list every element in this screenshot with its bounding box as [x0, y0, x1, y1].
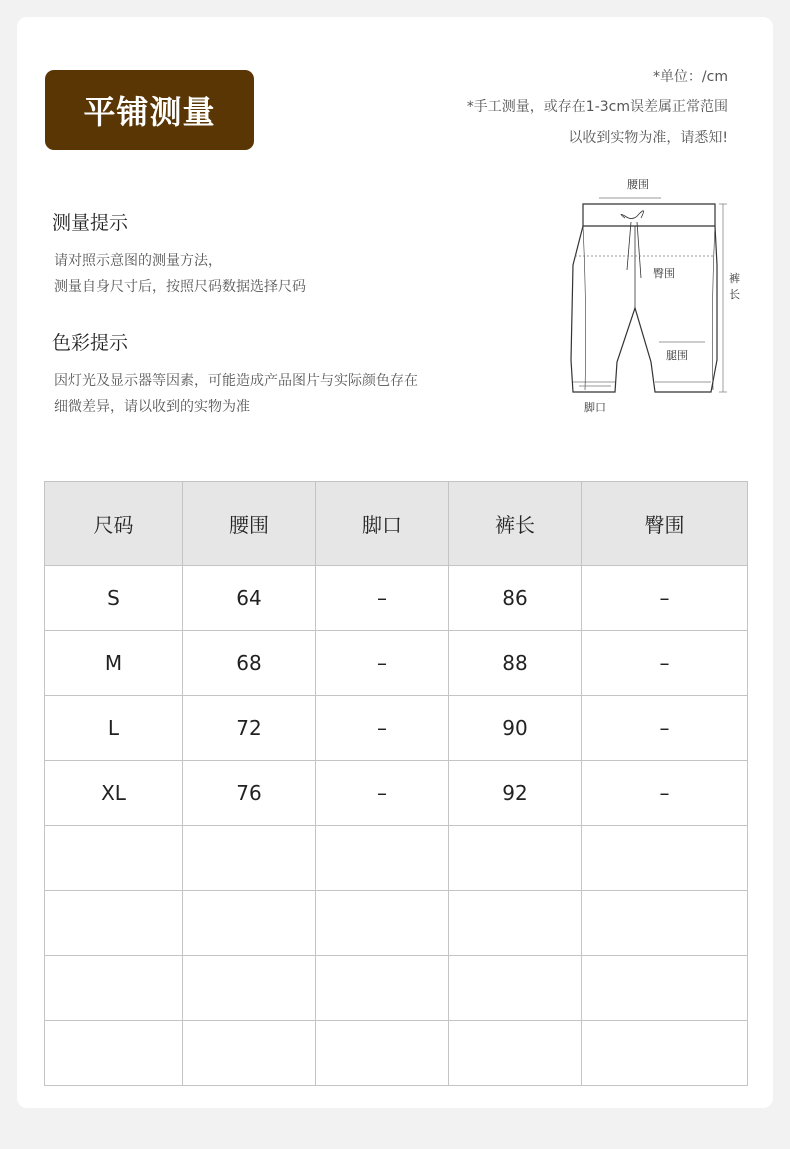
table-cell	[45, 891, 183, 956]
table-cell	[183, 891, 316, 956]
table-cell	[316, 1021, 449, 1086]
table-cell: –	[582, 696, 748, 761]
table-cell	[582, 956, 748, 1021]
waist-label: 腰围	[627, 178, 649, 191]
table-cell: S	[45, 566, 183, 631]
measure-tip-text	[54, 248, 306, 300]
unit-note: *单位：/cm	[652, 69, 728, 85]
table-cell: M	[45, 631, 183, 696]
table-row	[45, 566, 748, 631]
table-cell	[449, 891, 582, 956]
table-row	[45, 631, 748, 696]
header-size: 尺码	[45, 482, 183, 566]
table-cell: 90	[449, 696, 582, 761]
table-cell	[316, 826, 449, 891]
table-cell	[449, 826, 582, 891]
table-cell	[316, 891, 449, 956]
table-cell	[582, 1021, 748, 1086]
table-cell	[183, 1021, 316, 1086]
page-title: 平铺测量	[45, 70, 254, 150]
table-row	[45, 761, 748, 826]
size-table	[44, 481, 748, 1086]
table-cell	[582, 891, 748, 956]
measure-tip-title: 测量提示	[52, 212, 129, 234]
table-cell	[316, 956, 449, 1021]
reference-note: 以收到实物为准，请悉知!	[568, 130, 728, 146]
table-row	[45, 956, 748, 1021]
color-tip-line: 因灯光及显示器等因素，可能造成产品图片与实际颜色存在	[54, 373, 418, 389]
table-cell: L	[45, 696, 183, 761]
header-hip: 臀围	[582, 482, 748, 566]
table-cell: 72	[183, 696, 316, 761]
table-cell: –	[582, 761, 748, 826]
table-cell	[449, 1021, 582, 1086]
hem-label: 脚口	[584, 401, 606, 414]
table-cell: –	[316, 566, 449, 631]
color-tip-line: 细微差异，请以收到的实物为准	[54, 399, 250, 415]
table-cell: –	[582, 631, 748, 696]
color-tip-text	[54, 368, 418, 420]
thigh-label: 腿围	[666, 349, 688, 362]
table-cell	[183, 826, 316, 891]
hip-label: 臀围	[653, 267, 675, 280]
shorts-outline-icon	[571, 204, 717, 392]
header-length: 裤长	[449, 482, 582, 566]
table-cell: –	[316, 631, 449, 696]
table-cell: –	[582, 566, 748, 631]
measure-tip-line: 请对照示意图的测量方法，	[54, 253, 222, 269]
length-label-1: 裤	[729, 272, 740, 285]
header-hem: 脚口	[316, 482, 449, 566]
table-row	[45, 1021, 748, 1086]
table-row	[45, 826, 748, 891]
shorts-measurement-diagram	[565, 170, 745, 420]
table-cell: XL	[45, 761, 183, 826]
table-cell: 76	[183, 761, 316, 826]
table-cell	[45, 826, 183, 891]
table-cell: 92	[449, 761, 582, 826]
table-header-row	[45, 482, 748, 566]
header-waist: 腰围	[183, 482, 316, 566]
table-cell: –	[316, 696, 449, 761]
table-cell	[45, 956, 183, 1021]
table-cell: 64	[183, 566, 316, 631]
error-note: *手工测量，或存在1-3cm误差属正常范围	[466, 99, 728, 115]
table-cell: 68	[183, 631, 316, 696]
color-tip-title: 色彩提示	[52, 332, 129, 354]
table-cell	[183, 956, 316, 1021]
table-cell: –	[316, 761, 449, 826]
length-label-2: 长	[729, 288, 740, 301]
measure-tip-line: 测量自身尺寸后，按照尺码数据选择尺码	[54, 279, 306, 295]
table-cell	[582, 826, 748, 891]
table-cell: 86	[449, 566, 582, 631]
table-cell	[449, 956, 582, 1021]
table-cell	[45, 1021, 183, 1086]
table-row	[45, 891, 748, 956]
table-cell: 88	[449, 631, 582, 696]
table-row	[45, 696, 748, 761]
